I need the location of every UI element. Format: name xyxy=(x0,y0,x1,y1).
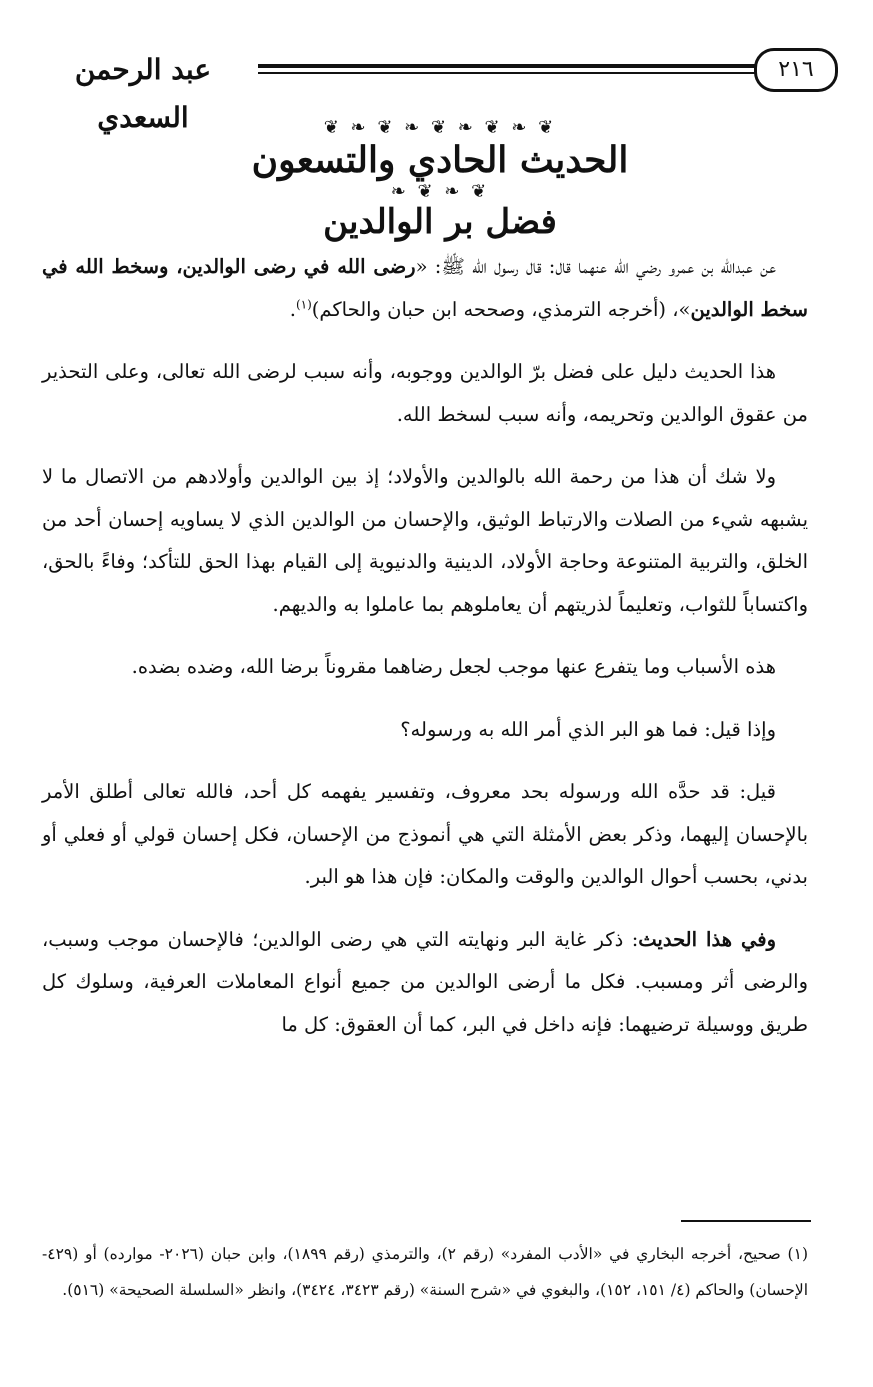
footnote-reference[interactable]: (١) xyxy=(295,297,312,311)
paragraph-3: ولا شك أن هذا من رحمة الله بالوالدين والأولاد؛ إذ بين الوالدين وأولادهم من الاتصال ما لا يشبهه شيء من الصلات والارتباط الوثيق، والإحسان من الوالدين الذي لا يساويه إحسان أحد من الخلق، والتربية المتنوعة وحاجة الأولاد، الدينية والدنيوية إلى القيام بهذا الحق للتأكد؛ وفاءً بالحق، واكتساباً للثواب، وتعليماً لذريتهم أن يعاملوهم بما عاملوا به والديهم. xyxy=(42,465,808,616)
paragraph-hadith xyxy=(42,246,808,331)
paragraph-6: قيل: قد حدَّه الله ورسوله بحد معروف، وتفسير يفهمه كل أحد، فالله تعالى أطلق الأمر بالإحسان إليهما، وذكر بعض الأمثلة التي هي أنموذج من الإحسان، فكل إحسان قولي أو فعلي أو بدني، بحسب أحوال الوالدين والوقت والمكان: فإن هذا هو البر. xyxy=(42,780,808,888)
hadith-end: . xyxy=(289,297,296,321)
paragraph-4: هذه الأسباب وما يتفرع عنها موجب لجعل رضاهما مقروناً برضا الله، وضده بضده. xyxy=(131,655,776,678)
header-rule-thin xyxy=(258,72,758,74)
hadith-subject-heading: فضل بر الوالدين xyxy=(323,202,557,242)
paragraph-7-text: : ذكر غاية البر ونهايته التي هي رضى الوالدين؛ فالإحسان موجب وسبب، والرضى أثر ومسبب. فكل ما أرضى الوالدين من جميع أنواع المعاملات العرفية، وسلوك كل طريق ووسيلة ترضيهما: فإنه داخل في البر، كما أن العقوق: كل ما xyxy=(42,927,808,1036)
hadith-title-block xyxy=(180,118,700,242)
page-header xyxy=(28,42,848,134)
paragraph-5: وإذا قيل: فما هو البر الذي أمر الله به ورسوله؟ xyxy=(400,717,776,741)
title-ornament-top: ❦ ❧ ❦ ❧ ❦ ❧ ❦ ❧ ❦ xyxy=(323,117,557,138)
hadith-source: »، (أخرجه الترمذي، وصححه ابن حبان والحاكم) xyxy=(311,297,691,321)
paragraph-7-lead: وفي هذا الحديث xyxy=(638,927,776,951)
paragraph-7 xyxy=(42,919,808,1047)
hadith-intro: عن عبدالله بن عمرو رضي الله عنهما قال: قال رسول الله ﷺ: « xyxy=(415,255,776,278)
hadith-quote: رضى الله في رضى الوالدين، وسخط الله في سخط الوالدين xyxy=(42,255,808,321)
header-rule-thick xyxy=(258,64,758,68)
paragraph-2: هذا الحديث دليل على فضل برّ الوالدين ووجوبه، وأنه سبب لرضى الله تعالى، وعلى التحذير من عقوق الوالدين وتحريمه، وأنه سبب لسخط الله. xyxy=(42,360,808,426)
hadith-number-heading: الحديث الحادي والتسعون xyxy=(251,139,629,181)
page-number: ٢١٦ xyxy=(754,48,838,92)
header-author-calligraphy: عبد الرحمن السعدي xyxy=(74,53,212,134)
footnote-separator xyxy=(681,1220,811,1222)
title-ornament-middle: ❦ ❧ ❦ ❧ xyxy=(390,181,490,202)
footnote-text: (١) صحيح، أخرجه البخاري في «الأدب المفرد» (رقم ٢)، والترمذي (رقم ١٨٩٩)، وابن حبان (٢٠٢٦- موارده) أو (٤٢٩-الإحسان) والحاكم (٤/ ١٥١، ١٥٢)، والبغوي في «شرح السنة» (رقم ٣٤٢٣، ٣٤٢٤)، وانظر «السلسلة الصحيحة» (٥١٦). xyxy=(42,1245,808,1299)
main-text xyxy=(42,246,808,1066)
